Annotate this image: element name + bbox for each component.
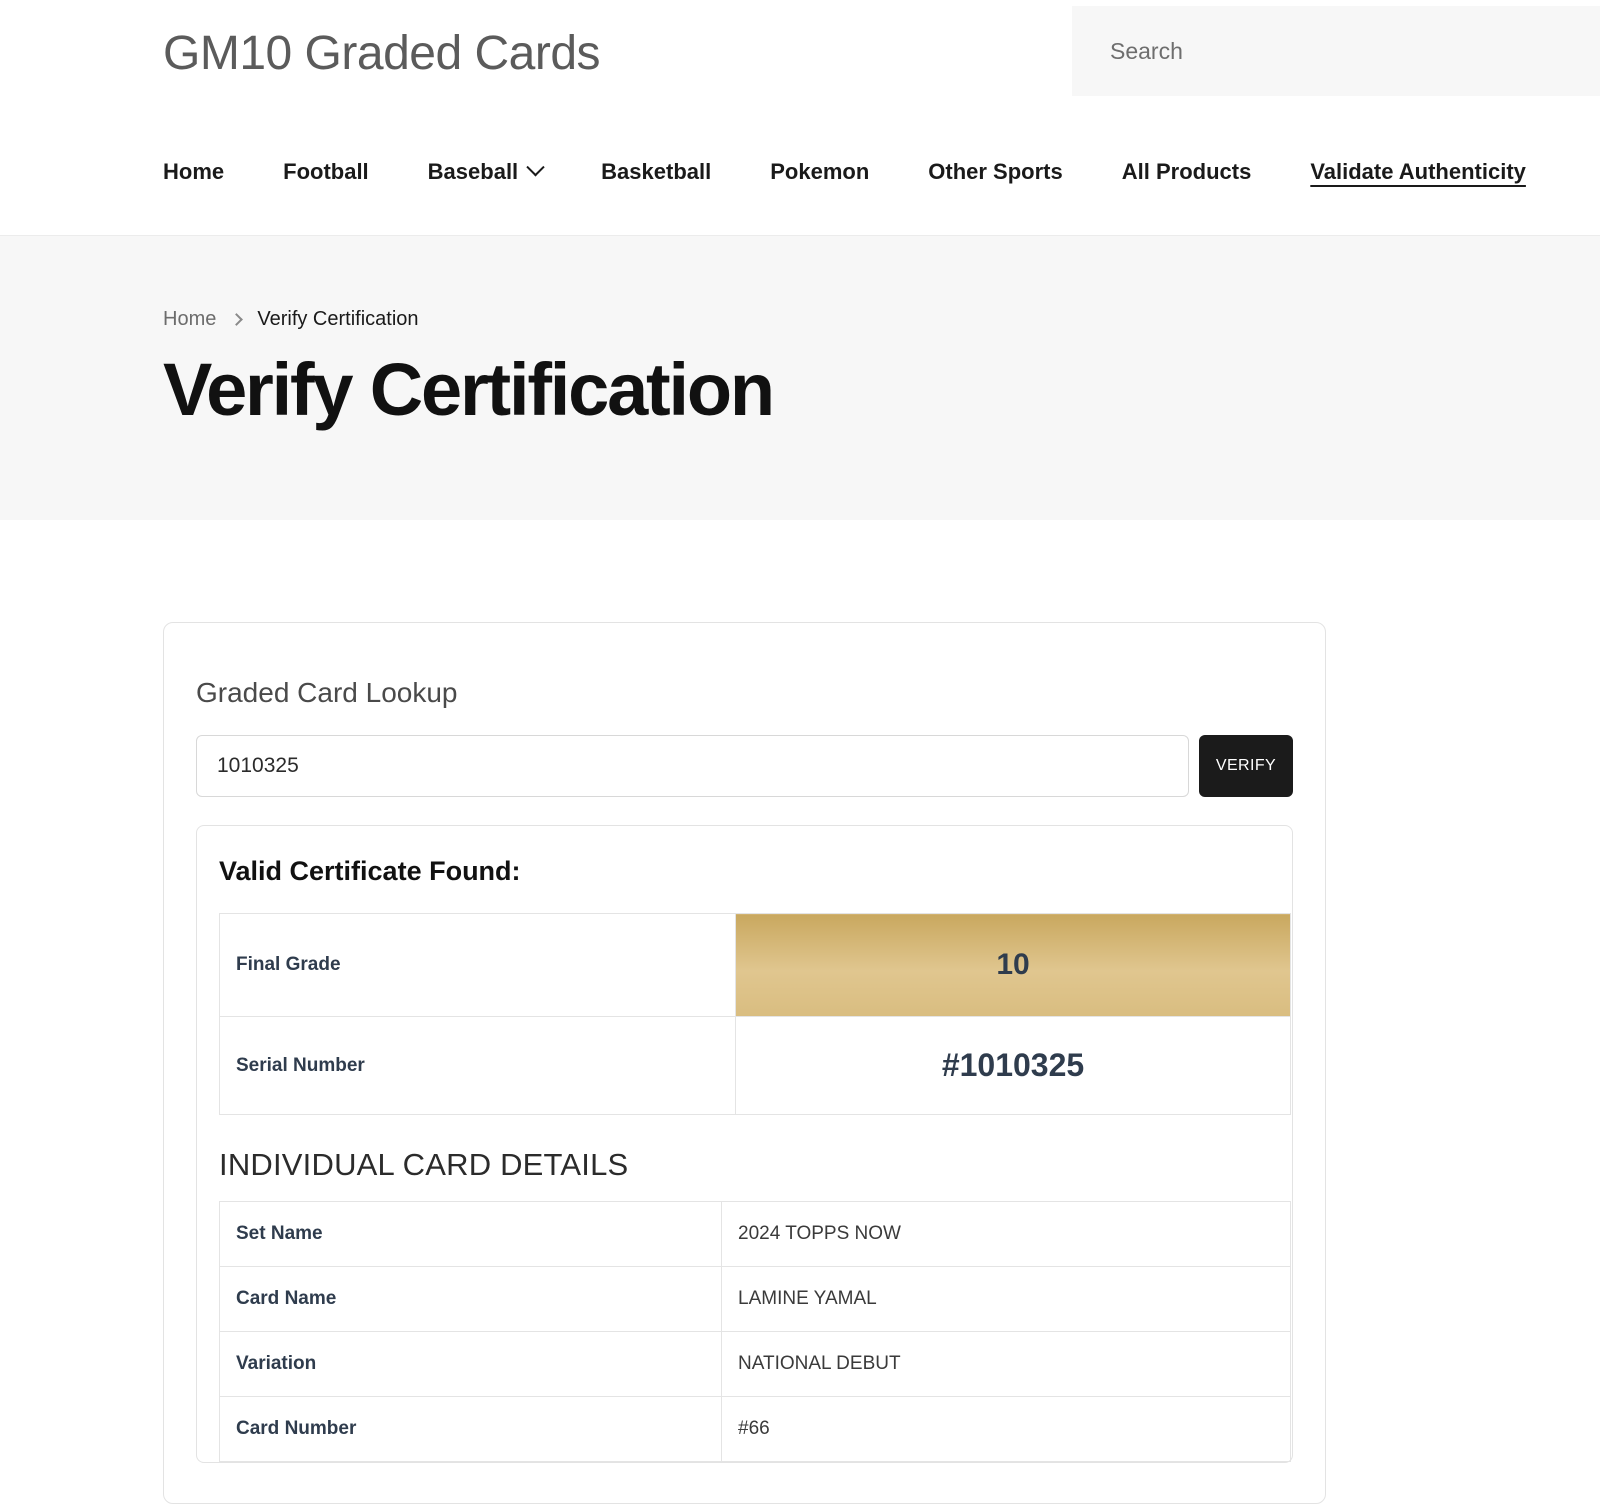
nav-label: Baseball — [427, 158, 519, 184]
card-details-table — [219, 1201, 1291, 1462]
site-header — [0, 0, 1600, 108]
main-nav — [0, 108, 1600, 235]
search-box[interactable] — [1072, 6, 1600, 96]
nav-label: Pokemon — [770, 158, 870, 184]
variation-label: Variation — [220, 1332, 722, 1397]
nav-label: Basketball — [601, 158, 712, 184]
nav-label: Other Sports — [928, 158, 1063, 184]
lookup-title: Graded Card Lookup — [196, 677, 458, 708]
lookup-form — [196, 735, 1293, 797]
result-title: Valid Certificate Found: — [219, 856, 521, 886]
final-grade-label: Final Grade — [220, 914, 736, 1017]
card-name-value: LAMINE YAMAL — [722, 1267, 1291, 1332]
nav-item-all-products[interactable] — [1122, 159, 1252, 185]
individual-card-details-heading: INDIVIDUAL CARD DETAILS — [219, 1147, 629, 1182]
serial-number-label: Serial Number — [220, 1017, 736, 1115]
set-name-label: Set Name — [220, 1202, 722, 1267]
chevron-down-icon — [526, 158, 544, 176]
card-number-value: #66 — [722, 1397, 1291, 1462]
verification-result-panel — [196, 825, 1293, 1463]
card-number-label: Card Number — [220, 1397, 722, 1462]
nav-item-baseball[interactable] — [428, 159, 543, 185]
site-logo-text[interactable]: GM10 Graded Cards — [163, 27, 601, 80]
breadcrumb-home[interactable]: Home — [163, 308, 217, 330]
card-name-label: Card Name — [220, 1267, 722, 1332]
nav-item-basketball[interactable] — [601, 159, 711, 185]
nav-label: Football — [283, 158, 369, 184]
nav-item-validate-authenticity[interactable] — [1310, 159, 1526, 185]
final-grade-value: 10 — [736, 914, 1291, 1017]
breadcrumb — [163, 236, 1600, 331]
table-row — [220, 1202, 1291, 1267]
breadcrumb-current: Verify Certification — [257, 308, 419, 330]
nav-item-pokemon[interactable] — [770, 159, 869, 185]
graded-card-lookup-card — [163, 622, 1326, 1504]
search-input[interactable] — [1108, 37, 1568, 66]
nav-label: Home — [163, 158, 225, 184]
nav-item-home[interactable] — [163, 159, 224, 185]
table-row — [220, 1267, 1291, 1332]
nav-item-other-sports[interactable] — [928, 159, 1062, 185]
nav-label: Validate Authenticity — [1310, 158, 1526, 184]
table-row — [220, 1397, 1291, 1462]
page-title: Verify Certification — [163, 348, 773, 431]
main-content — [0, 520, 1600, 1504]
nav-label: All Products — [1121, 158, 1252, 184]
verify-button[interactable]: VERIFY — [1199, 735, 1293, 797]
table-row — [220, 1017, 1291, 1115]
hero-band — [0, 235, 1600, 520]
serial-number-value: #1010325 — [736, 1017, 1291, 1115]
certificate-summary-table — [219, 913, 1291, 1115]
variation-value: NATIONAL DEBUT — [722, 1332, 1291, 1397]
certificate-number-input[interactable] — [196, 735, 1189, 797]
chevron-right-icon — [230, 313, 243, 326]
table-row — [220, 1332, 1291, 1397]
set-name-value: 2024 TOPPS NOW — [722, 1202, 1291, 1267]
nav-item-football[interactable] — [283, 159, 369, 185]
table-row — [220, 914, 1291, 1017]
